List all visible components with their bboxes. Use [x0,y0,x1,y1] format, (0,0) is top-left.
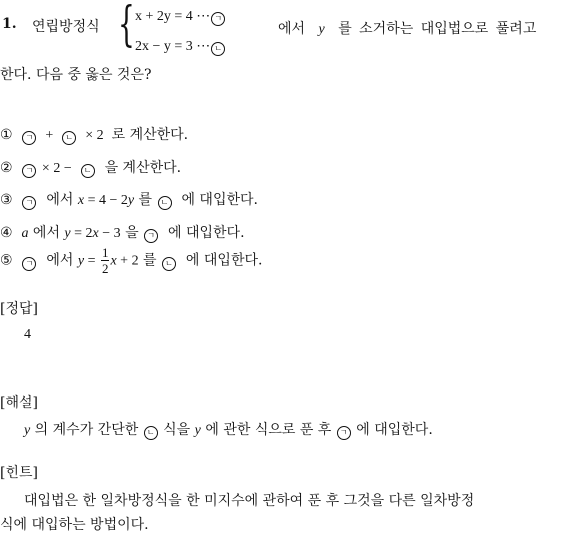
explanation-label: [해설] [0,395,38,411]
option-4[interactable]: ④ a 에서 y = 2x − 3 을 ㄱ 에 대입한다. [0,225,245,241]
problem-number: 1. [2,16,17,32]
answer-label: [정답] [0,301,38,317]
hint-line2: 식에 대입하는 방법이다. [0,517,149,533]
option-2[interactable]: ② ㄱ × 2 − ㄴ 을 계산한다. [0,160,182,176]
answer-value: 4 [24,327,31,342]
circled-nieun-icon: ㄴ [211,42,225,56]
problem-tail: 에서 y 를 소거하는 대입법으로 풀려고 [278,21,537,37]
circled-giyeok-icon: ㄱ [22,164,36,178]
circled-nieun-icon: ㄴ [81,164,95,178]
problem-lead: 연립방정식 [32,19,100,35]
circled-giyeok-icon: ㄱ [22,196,36,210]
equation-2: 2x − y = 3 ⋯ ㄴ [135,38,226,56]
circled-nieun-icon: ㄴ [62,131,76,145]
option-5[interactable]: ⑤ ㄱ 에서 y = $\frac{1}{2}$ x + 2 를 ㄴ 에 대입한다. [0,245,263,276]
circled-nieun-icon: ㄴ [144,426,158,440]
equation-1: x + 2y = 4 ⋯ ㄱ [135,8,226,26]
fraction-one-half: $\frac{1}{2}$ [101,245,109,276]
circled-nieun-icon: ㄴ [162,257,176,271]
circled-nieun-icon: ㄴ [158,196,172,210]
circled-giyeok-icon: ㄱ [22,257,36,271]
hint-label: [힌트] [0,465,38,481]
option-3[interactable]: ③ ㄱ 에서 x = 4 − 2y 를 ㄴ 에 대입한다. [0,192,258,208]
circled-giyeok-icon: ㄱ [144,229,158,243]
circled-giyeok-icon: ㄱ [211,12,225,26]
problem-line2: 한다. 다음 중 옳은 것은? [0,67,152,83]
circled-giyeok-icon: ㄱ [337,426,351,440]
explanation-text: y 의 계수가 간단한 ㄴ 식을 y 에 관한 식으로 푼 후 ㄱ 에 대입한다. [24,422,433,438]
circled-giyeok-icon: ㄱ [22,131,36,145]
hint-line1: 대입법은 한 일차방정식을 한 미지수에 관하여 푼 후 그것을 다른 일차방정 [24,493,475,509]
option-1[interactable]: ① ㄱ + ㄴ × 2 로 계산한다. [0,127,189,143]
